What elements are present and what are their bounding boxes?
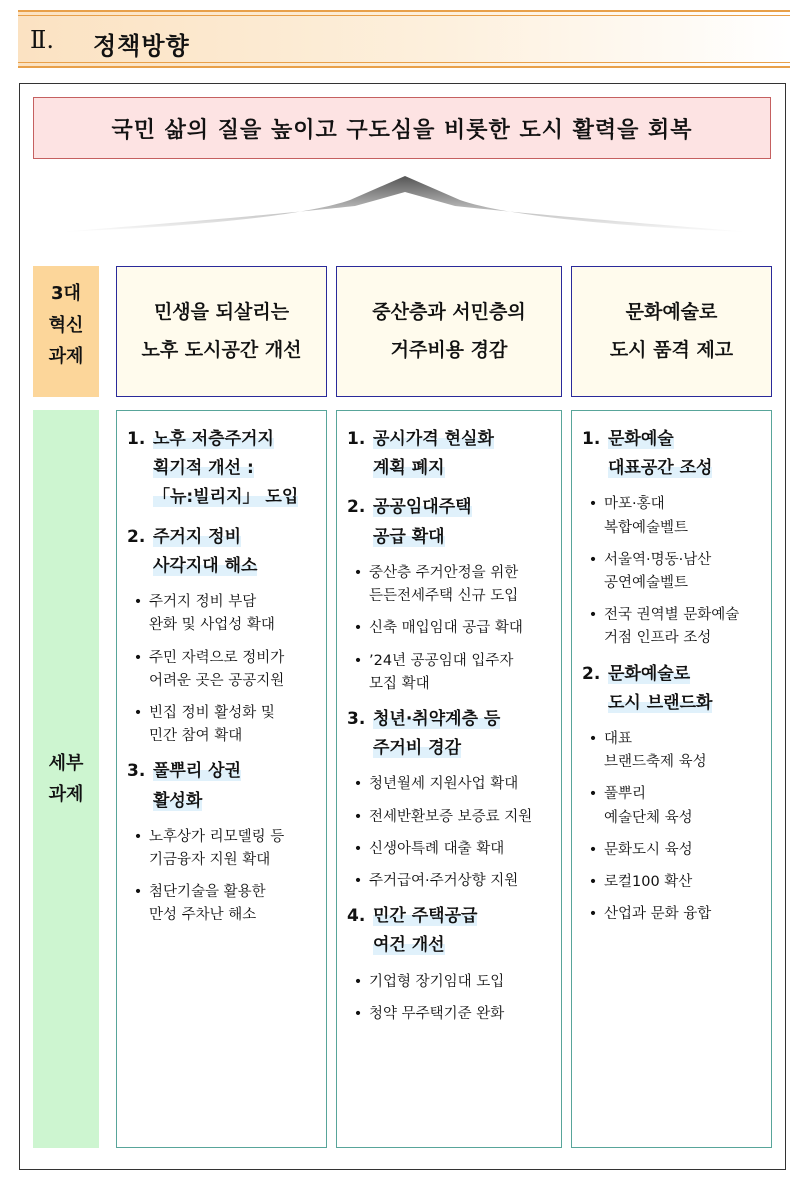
task-title-line: 「뉴:빌리지」 도입 <box>153 487 299 508</box>
list-item <box>347 971 553 994</box>
task-title <box>347 425 553 483</box>
list-item-text: 문화도시 육성 <box>604 841 693 858</box>
task-title-line: 노후 저층주거지 <box>153 429 274 449</box>
innovation-label: 3대 혁신 과제 <box>33 266 99 397</box>
bullet-icon: • <box>353 808 363 825</box>
task-number: 1. <box>347 429 366 449</box>
task-title <box>127 757 318 815</box>
task-title-line: 문화예술로 <box>608 663 691 684</box>
list-item-text: 전국 권역별 문화예술 <box>604 607 740 624</box>
task-title <box>127 425 318 513</box>
list-item-text: 중산층 주거안정을 위한 <box>369 564 519 581</box>
list-item-text: 풀뿌리 <box>604 786 647 803</box>
task-title-line: 여건 개선 <box>373 935 445 956</box>
task-number: 3. <box>347 708 366 729</box>
list-item <box>127 881 318 927</box>
task-title-line: 계획 폐지 <box>373 458 445 479</box>
list-item <box>347 773 553 796</box>
task-title-line: 활성화 <box>153 790 203 811</box>
policy-goal: 국민 삶의 질을 높이고 구도심을 비롯한 도시 활력을 회복 <box>33 97 771 159</box>
list-item <box>127 826 318 872</box>
task-title <box>582 660 763 718</box>
category-box-1: 민생을 되살리는 노후 도시공간 개선 <box>116 266 327 397</box>
list-item <box>347 1003 553 1026</box>
task-title-line: 청년·취약계층 등 <box>373 708 501 729</box>
list-item-text: 노후상가 리모델링 등 <box>149 828 285 845</box>
task-number: 2. <box>347 497 366 518</box>
list-item <box>582 728 763 774</box>
list-item-text: 기업형 장기임대 도입 <box>369 973 505 990</box>
task-title <box>347 902 553 960</box>
list-item-text: 청년월세 지원사업 확대 <box>369 776 519 793</box>
bullet-icon: • <box>353 652 363 669</box>
bullet-icon: • <box>133 884 143 901</box>
task-title-line: 대표공간 조성 <box>608 458 713 479</box>
list-item-text: 산업과 문화 융합 <box>604 906 712 923</box>
list-item <box>582 871 763 894</box>
list-item-text: 브랜드축제 육성 <box>604 754 707 771</box>
list-item-text: 로컬100 확산 <box>604 874 693 890</box>
list-item <box>582 839 763 862</box>
task-number: 3. <box>127 761 146 782</box>
list-item-text: 청약 무주택기준 완화 <box>369 1005 505 1022</box>
list-item-text: 기금융자 지원 확대 <box>149 851 271 868</box>
task-number: 4. <box>347 906 366 927</box>
task-title-line: 공급 확대 <box>373 526 445 547</box>
bullet-icon: • <box>588 551 598 568</box>
task-title-line: 주거비 경감 <box>373 738 462 759</box>
list-item <box>347 562 553 608</box>
list-item <box>347 650 553 696</box>
detail-label: 세부 과제 <box>33 410 99 1148</box>
list-item-text: 신축 매입임대 공급 확대 <box>369 620 523 637</box>
list-item-text: 주거지 정비 부담 <box>149 594 257 611</box>
list-item <box>582 903 763 926</box>
category-box-3: 문화예술로 도시 품격 제고 <box>571 266 772 397</box>
list-item-text: 어려운 곳은 공공지원 <box>149 672 285 689</box>
bullet-icon: • <box>133 704 143 721</box>
list-item-text: 대표 <box>604 731 633 748</box>
up-arrow-icon <box>60 170 750 250</box>
bullet-icon: • <box>588 786 598 803</box>
task-title <box>582 425 763 483</box>
task-title-line: 문화예술 <box>608 429 674 449</box>
detail-column-3 <box>571 410 772 1148</box>
bullet-icon: • <box>133 828 143 845</box>
list-item-text: 공연예술벨트 <box>604 575 689 592</box>
task-number: 1. <box>127 429 146 449</box>
bullet-icon: • <box>353 776 363 793</box>
section-title: 정책방향 <box>93 32 190 60</box>
task-number: 2. <box>127 526 146 547</box>
bullet-icon: • <box>588 874 598 890</box>
list-item <box>127 702 318 748</box>
list-item <box>582 604 763 650</box>
task-title-line: 도시 브랜드화 <box>608 692 713 713</box>
list-item-text: 완화 및 사업성 확대 <box>149 617 275 634</box>
detail-column-1 <box>116 410 327 1148</box>
task-title <box>347 705 553 763</box>
list-item-text: 거점 인프라 조성 <box>604 630 712 647</box>
list-item <box>347 838 553 861</box>
list-item-text: 복합예술벨트 <box>604 519 689 536</box>
task-title-line: 주거지 정비 <box>153 526 242 547</box>
task-title-line: 민간 주택공급 <box>373 906 478 927</box>
list-item-text: 예술단체 육성 <box>604 809 693 826</box>
list-item-text: 모집 확대 <box>369 675 430 692</box>
bullet-icon: • <box>133 594 143 611</box>
category-box-2: 중산층과 서민층의 거주비용 경감 <box>336 266 562 397</box>
task-title <box>347 493 553 551</box>
list-item-text: 빈집 정비 활성화 및 <box>149 704 275 721</box>
list-item-text: 서울역·명동·남산 <box>604 551 712 568</box>
bullet-icon: • <box>353 1005 363 1022</box>
task-number: 2. <box>582 663 601 684</box>
list-item-text: 마포·홍대 <box>604 496 665 513</box>
list-item <box>347 870 553 893</box>
list-item <box>347 806 553 829</box>
bullet-icon: • <box>353 840 363 857</box>
bullet-icon: • <box>588 841 598 858</box>
bullet-icon: • <box>353 620 363 637</box>
list-item-text: 첨단기술을 활용한 <box>149 884 266 901</box>
list-item-text: 민간 참여 확대 <box>149 728 243 745</box>
list-item <box>127 591 318 637</box>
list-item-text: 전세반환보증 보증료 지원 <box>369 808 533 825</box>
bullet-icon: • <box>588 496 598 513</box>
section-header <box>18 10 790 68</box>
list-item-text: 만성 주차난 해소 <box>149 907 257 924</box>
detail-column-2 <box>336 410 562 1148</box>
list-item <box>582 493 763 539</box>
bullet-icon: • <box>353 973 363 990</box>
list-item-text: 주민 자력으로 정비가 <box>149 649 285 666</box>
bullet-icon: • <box>353 564 363 581</box>
list-item <box>582 549 763 595</box>
bullet-icon: • <box>588 906 598 923</box>
list-item <box>127 647 318 693</box>
section-number: Ⅱ. <box>30 26 54 54</box>
bullet-icon: • <box>588 607 598 624</box>
task-title-line: 공시가격 현실화 <box>373 429 494 449</box>
task-title <box>127 523 318 581</box>
task-title-line: 공공임대주택 <box>373 497 472 518</box>
bullet-icon: • <box>133 649 143 666</box>
list-item <box>347 617 553 640</box>
task-title-line: 획기적 개선 : <box>153 458 254 479</box>
task-title-line: 사각지대 해소 <box>153 555 258 576</box>
task-number: 1. <box>582 429 601 449</box>
task-title-line: 풀뿌리 상권 <box>153 761 242 782</box>
list-item-text: 든든전세주택 신규 도입 <box>369 588 519 605</box>
list-item-text: 주거급여·주거상향 지원 <box>369 872 519 889</box>
bullet-icon: • <box>588 731 598 748</box>
list-item-text: ’24년 공공임대 입주자 <box>369 652 514 669</box>
list-item <box>582 783 763 829</box>
list-item-text: 신생아특례 대출 확대 <box>369 840 505 857</box>
bullet-icon: • <box>353 872 363 889</box>
